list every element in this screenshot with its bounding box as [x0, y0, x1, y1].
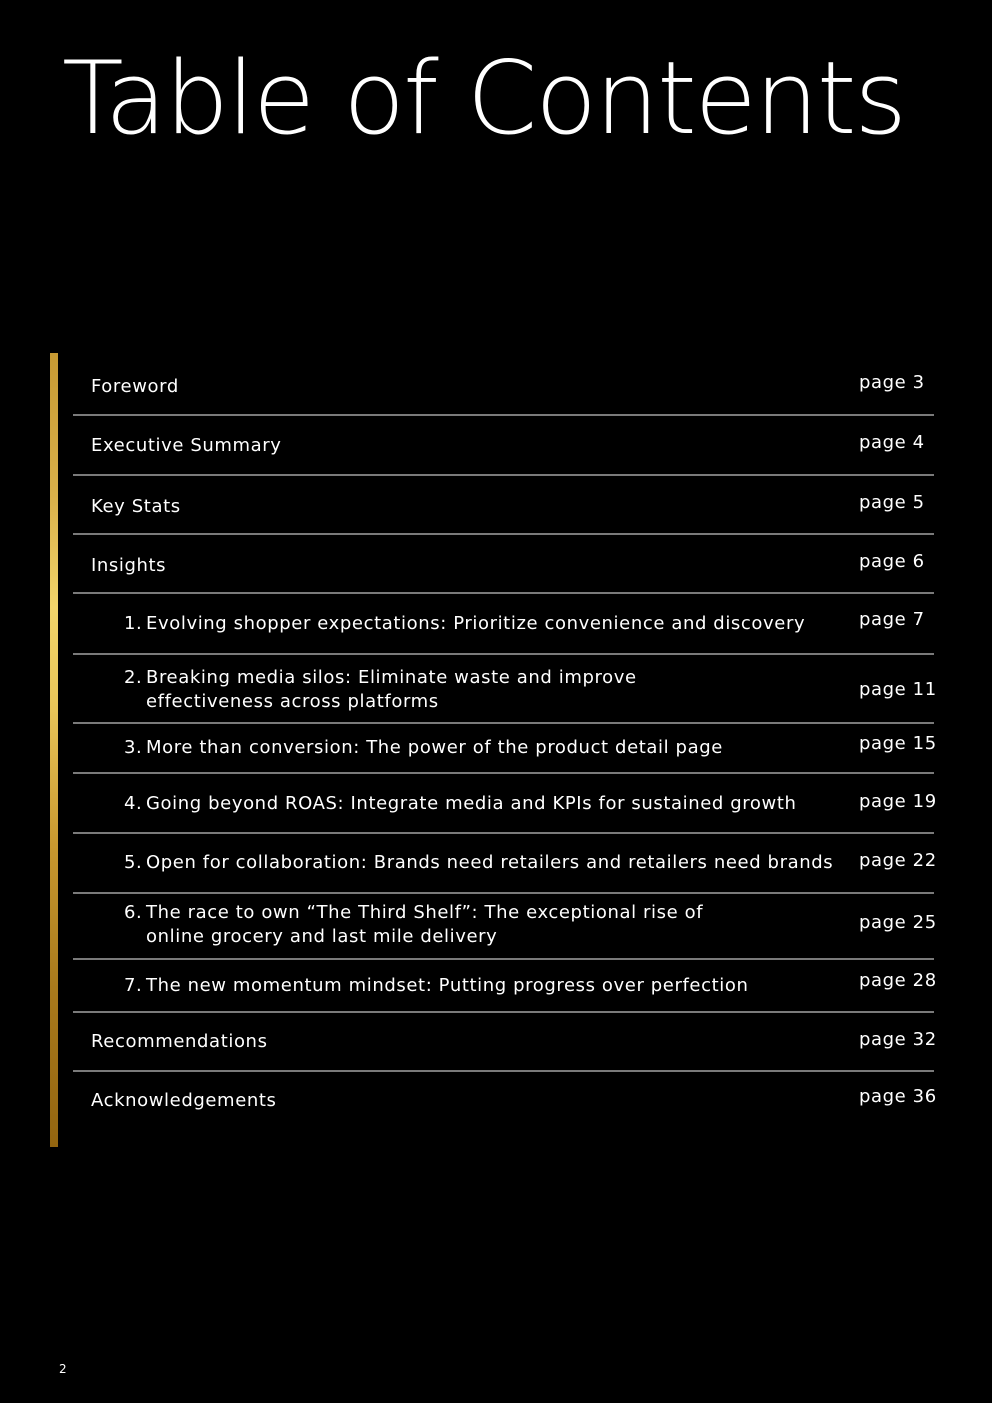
gold-accent-bar [50, 353, 58, 1147]
toc-entry-label: Insights [91, 555, 167, 576]
toc-entry-number: 4. [124, 793, 143, 814]
toc-row-insight-6[interactable] [73, 894, 937, 960]
toc-entry-label: Key Stats [91, 496, 181, 517]
toc-entry-number: 2. [124, 667, 143, 688]
toc-entry-label-line1: Breaking media silos: Eliminate waste and improve [146, 667, 637, 688]
toc-entry-page: page 28 [859, 970, 937, 991]
toc-entry-page: page 15 [859, 733, 937, 754]
toc-entry-number: 5. [124, 852, 143, 873]
toc-row-insight-7[interactable] [73, 960, 937, 1013]
toc-row-key-stats[interactable] [73, 476, 934, 535]
toc-entry-page: page 32 [859, 1029, 937, 1050]
toc-entry-label: More than conversion: The power of the product detail page [146, 737, 723, 758]
toc-row-recommendations[interactable] [73, 1013, 937, 1072]
toc-row-insight-2[interactable] [73, 655, 937, 724]
toc-row-foreword[interactable] [73, 353, 934, 416]
toc-entry-page: page 7 [859, 609, 925, 630]
toc-row-insights[interactable] [73, 535, 934, 594]
toc-entry-label-line1: The race to own “The Third Shelf”: The exceptional rise of [146, 902, 704, 923]
page-title: Table of Contents [62, 39, 906, 157]
toc-entry-label: Acknowledgements [91, 1090, 277, 1111]
toc-entry-label-line2: online grocery and last mile delivery [146, 926, 498, 947]
toc-entry-number: 1. [124, 613, 143, 634]
toc-entry-page: page 5 [859, 492, 925, 513]
toc-row-insight-5[interactable] [73, 834, 937, 894]
toc-entry-page: page 25 [859, 912, 937, 933]
toc-entry-page: page 11 [859, 679, 937, 700]
toc-entry-label: Going beyond ROAS: Integrate media and KPIs for sustained growth [146, 793, 797, 814]
toc-row-executive-summary[interactable] [73, 416, 934, 476]
table-of-contents [73, 353, 937, 1147]
toc-entry-number: 7. [124, 975, 143, 996]
toc-row-insight-4[interactable] [73, 774, 937, 834]
toc-entry-number: 6. [124, 902, 143, 923]
toc-entry-page: page 3 [859, 372, 925, 393]
toc-entry-number: 3. [124, 737, 143, 758]
toc-entry-page: page 36 [859, 1086, 937, 1107]
toc-entry-page: page 6 [859, 551, 925, 572]
toc-entry-label-line2: effectiveness across platforms [146, 691, 439, 712]
toc-row-acknowledgements[interactable] [73, 1072, 937, 1147]
toc-entry-label: Recommendations [91, 1031, 268, 1052]
toc-row-insight-1[interactable] [73, 594, 934, 655]
toc-entry-label: The new momentum mindset: Putting progress over perfection [146, 975, 749, 996]
toc-row-insight-3[interactable] [73, 724, 937, 774]
toc-entry-label: Foreword [91, 376, 179, 397]
toc-entry-label: Executive Summary [91, 435, 282, 456]
page-number: 2 [59, 1362, 67, 1376]
toc-entry-page: page 4 [859, 432, 925, 453]
toc-entry-label: Open for collaboration: Brands need retailers and retailers need brands [146, 852, 834, 873]
toc-entry-page: page 19 [859, 791, 937, 812]
toc-entry-label: Evolving shopper expectations: Prioritize convenience and discovery [146, 613, 806, 634]
toc-entry-page: page 22 [859, 850, 937, 871]
